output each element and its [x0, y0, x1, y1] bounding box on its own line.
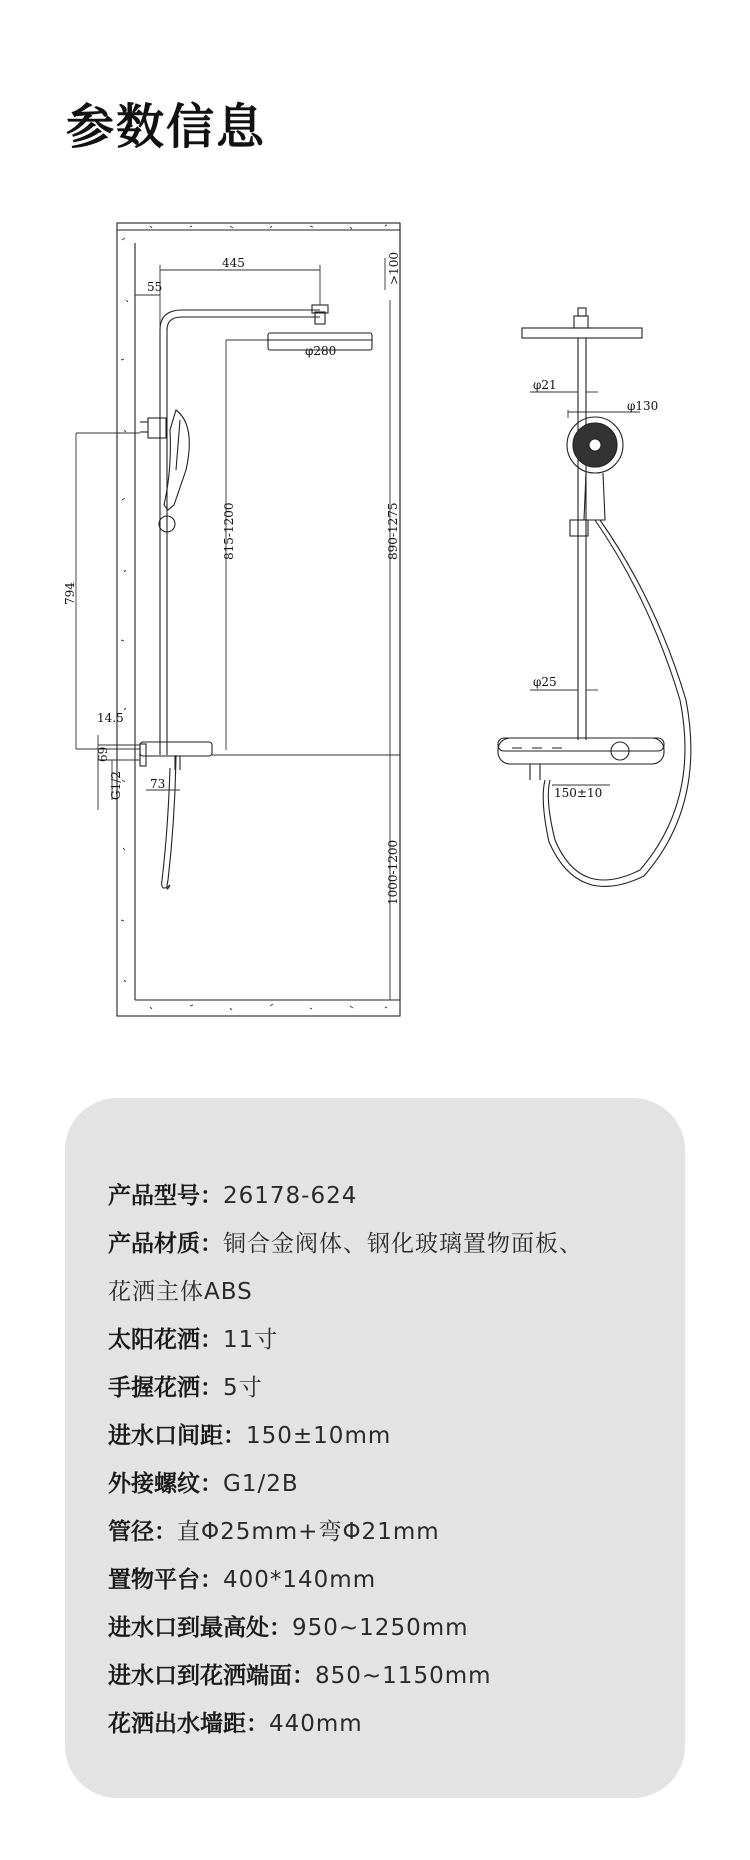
- spec-label: 进水口到花洒端面：: [108, 1663, 315, 1689]
- dim-g12: G1/2: [109, 771, 123, 800]
- spec-row: [108, 1565, 376, 1595]
- dim-25: φ25: [533, 675, 557, 689]
- spec-label: 置物平台：: [108, 1567, 223, 1593]
- spec-row: [108, 1613, 469, 1643]
- spec-label: 外接螺纹：: [108, 1471, 223, 1497]
- spec-value: G1/2B: [223, 1471, 299, 1497]
- dim-280: φ280: [305, 344, 337, 358]
- spec-value: 直Φ25mm+弯Φ21mm: [177, 1519, 440, 1545]
- spec-label: 产品型号：: [108, 1183, 223, 1209]
- spec-value: 950~1250mm: [292, 1615, 469, 1641]
- spec-value: 5寸: [223, 1375, 263, 1401]
- spec-card: [65, 1098, 685, 1798]
- wall-hatching: [121, 225, 387, 1010]
- dim-100: >100: [387, 252, 401, 285]
- spec-label: 花洒出水墙距：: [108, 1711, 269, 1737]
- dim-815-1200: 815-1200: [222, 502, 236, 560]
- dim-21: φ21: [533, 378, 557, 392]
- dim-55: 55: [147, 280, 163, 294]
- spec-value: 铜合金阀体、钢化玻璃置物面板、: [223, 1231, 583, 1257]
- spec-row: [108, 1517, 440, 1547]
- spec-value: 花洒主体ABS: [108, 1279, 253, 1305]
- dim-445: 445: [222, 256, 245, 270]
- spec-value: 400*140mm: [223, 1567, 377, 1593]
- spec-row: [108, 1661, 492, 1691]
- spec-value: 440mm: [269, 1711, 363, 1737]
- spec-value: 850~1150mm: [315, 1663, 492, 1689]
- side-view-drawing: [76, 223, 400, 1016]
- spec-row: [108, 1277, 253, 1307]
- spec-row: [108, 1709, 363, 1739]
- spec-label: 管径：: [108, 1519, 177, 1545]
- spec-value: 26178-624: [223, 1183, 358, 1209]
- spec-label: 太阳花洒：: [108, 1327, 223, 1353]
- spec-row: [108, 1421, 391, 1451]
- spec-label: 进水口到最高处：: [108, 1615, 292, 1641]
- dim-1000-1200: 1000-1200: [386, 839, 400, 905]
- spec-value: 150±10mm: [246, 1423, 392, 1449]
- dim-794: 794: [63, 582, 77, 605]
- page-title: 参数信息: [66, 99, 267, 155]
- dim-69: 69: [96, 746, 110, 762]
- spec-label: 进水口间距：: [108, 1423, 246, 1449]
- spec-label: 产品材质：: [108, 1231, 223, 1257]
- dim-73: 73: [150, 777, 166, 791]
- spec-value: 11寸: [223, 1327, 279, 1353]
- spec-row: [108, 1373, 263, 1403]
- dim-14-5: 14.5: [97, 711, 124, 725]
- dim-890-1275: 890-1275: [386, 502, 400, 560]
- spec-row: [108, 1325, 278, 1355]
- spec-row: [108, 1469, 299, 1499]
- dim-150: 150±10: [554, 786, 603, 800]
- spec-label: 手握花洒：: [108, 1375, 223, 1401]
- spec-row: [108, 1229, 583, 1259]
- dim-130: φ130: [627, 399, 659, 413]
- spec-row: [108, 1181, 357, 1211]
